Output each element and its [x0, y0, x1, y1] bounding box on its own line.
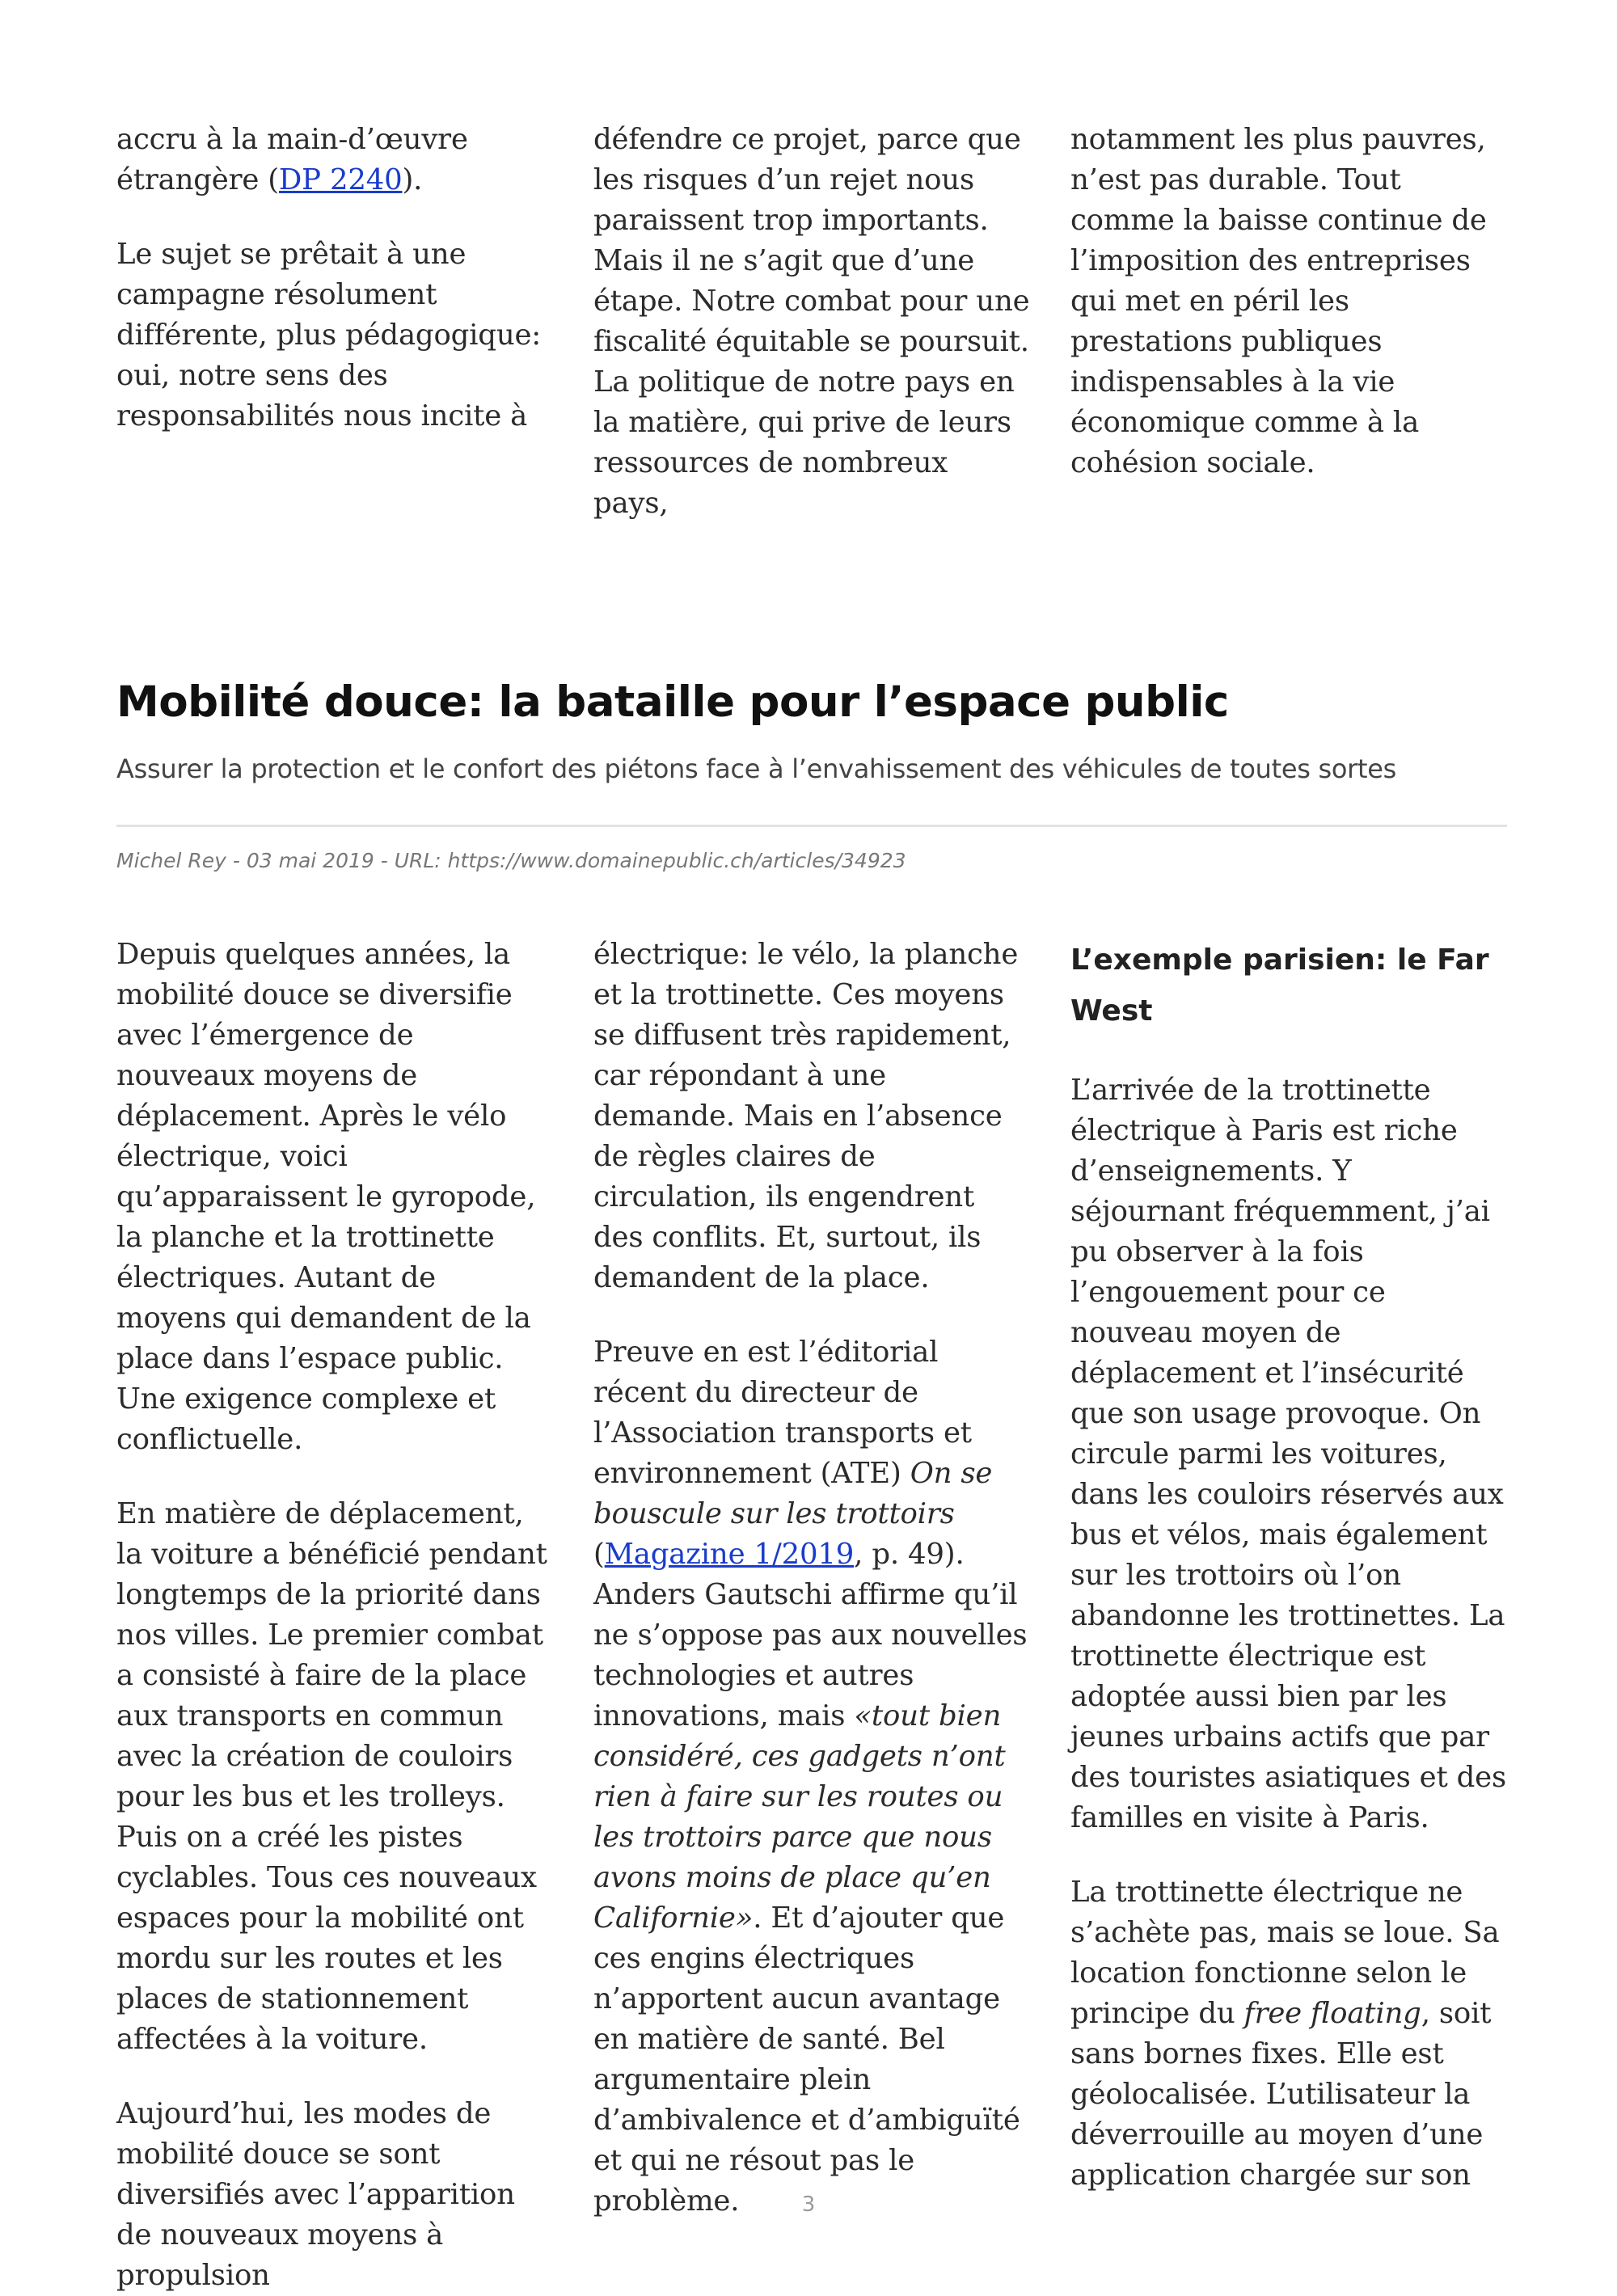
divider — [116, 825, 1507, 827]
quote: «tout bien considéré, ces gadgets n’ont rien à faire sur les routes ou les trottoirs parce que nous avons moins de place qu’en Californie» — [593, 1699, 1006, 1935]
section-heading: L’exemple parisien: le Far West — [1070, 943, 1489, 1028]
paragraph: Preuve en est l’éditorial récent du directeur de l’Association transports et environnement (ATE) On se bouscule sur les trottoirs (Magazine 1/2019, p. 49). Anders Gautschi affirme qu’il ne s’oppose pas aux nouvelles technologies et autres innovations, mais «tout bien considéré, ces gadgets n’ont rien à faire sur les routes ou les trottoirs parce que nous avons moins de place qu’en Californie». Et d’ajouter que ces engins électriques n’apportent aucun avantage en matière de santé. Bel argumentaire plein d’ambivalence et d’ambiguïté et qui ne résout pas le problème. — [593, 1336, 1028, 2218]
column-2 — [593, 120, 1030, 524]
paragraph: électrique: le vélo, la planche et la trottinette. Ces moyens se diffusent très rapidement, car répondant à une demande. Mais en l’absence de règles claires de circulation, ils engendrent des conflits. Et, surtout, ils demandent de la place. — [593, 938, 1019, 1294]
dp-2240-link[interactable]: DP 2240 — [278, 163, 403, 196]
paragraph: accru à la main-d’œuvre étrangère (DP 2240). — [116, 123, 468, 196]
column-3 — [1070, 935, 1507, 2296]
article-columns — [116, 935, 1507, 2296]
column-3 — [1070, 120, 1507, 524]
free-floating-term: free floating — [1243, 1997, 1421, 2030]
article-byline: Michel Rey - 03 mai 2019 - URL: https://www.domainepublic.ch/articles/34923 — [116, 849, 906, 872]
paragraph: Aujourd’hui, les modes de mobilité douce se sont diversifiés avec l’apparition de nouveaux moyens à propulsion — [116, 2097, 515, 2292]
magazine-link[interactable]: Magazine 1/2019 — [604, 1538, 855, 1571]
editorial-title: On se bouscule sur les trottoirs — [593, 1457, 993, 1530]
paragraph: notamment les plus pauvres, n’est pas durable. Tout comme la baisse continue de l’imposition des entreprises qui met en péril les prestations publiques indispensables à la vie économique comme à la cohésion sociale. — [1070, 123, 1487, 479]
paragraph: Depuis quelques années, la mobilité douce se diversifie avec l’émergence de nouveaux moyens de déplacement. Après le vélo électrique, voici qu’apparaissent le gyropode, la planche et la trottinette électriques. Autant de moyens qui demandent de la place dans l’espace public. Une exigence complexe et conflictuelle. — [116, 938, 536, 1456]
column-1 — [116, 120, 553, 524]
column-1 — [116, 935, 553, 2296]
column-2 — [593, 935, 1030, 2296]
paragraph: L’arrivée de la trottinette électrique à Paris est riche d’enseignements. Y séjournant fréquemment, j’ai pu observer à la fois l’engouement pour ce nouveau moyen de déplacement et l’insécurité que son usage provoque. On circule parmi les voitures, dans les couloirs réservés aux bus et vélos, mais également sur les trottoirs où l’on abandonne les trottinettes. La trottinette électrique est adoptée aussi bien par les jeunes urbains actifs que par des touristes asiatiques et des familles en visite à Paris. — [1070, 1074, 1506, 1834]
article-subtitle: Assurer la protection et le confort des piétons face à l’envahissement des véhicules de toutes sortes — [116, 753, 1396, 784]
article-title: Mobilité douce: la bataille pour l’espace public — [116, 677, 1229, 727]
paragraph: Le sujet se prêtait à une campagne résolument différente, plus pédagogique: oui, notre sens des responsabilités nous incite à — [116, 238, 542, 433]
previous-article-columns — [116, 120, 1507, 524]
paragraph: En matière de déplacement, la voiture a bénéficié pendant longtemps de la priorité dans nos villes. Le premier combat a consisté à faire de la place aux transports en commun avec la création de couloirs pour les bus et les trolleys. Puis on a créé les pistes cyclables. Tous ces nouveaux espaces pour la mobilité ont mordu sur les routes et les places de stationnement affectées à la voiture. — [116, 1497, 547, 2056]
page-number: 3 — [801, 2193, 816, 2217]
paragraph: La trottinette électrique ne s’achète pas, mais se loue. Sa location fonctionne selon le principe du free floating, soit sans bornes fixes. Elle est géolocalisée. L’utilisateur la déverrouille au moyen d’une application chargée sur son — [1070, 1876, 1500, 2192]
paragraph: défendre ce projet, parce que les risques d’un rejet nous paraissent trop importants. Mais il ne s’agit que d’une étape. Notre combat pour une fiscalité équitable se poursuit. La politique de notre pays en la matière, qui prive de leurs ressources de nombreux pays, — [593, 123, 1030, 520]
